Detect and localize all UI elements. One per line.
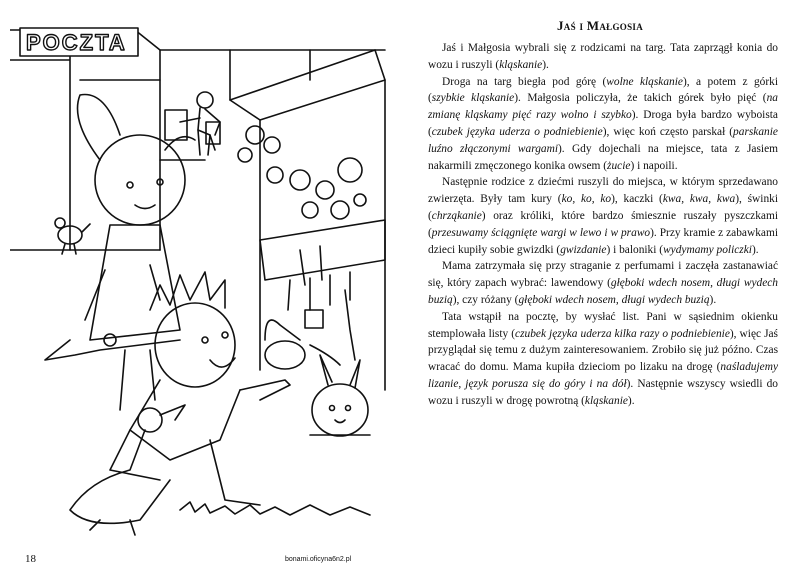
story-instruction-italic: głęboki wdech nosem, długi wydech buzią bbox=[518, 293, 710, 306]
story-instruction-italic: kląskanie bbox=[584, 394, 628, 407]
story-paragraph bbox=[428, 174, 778, 258]
man-figure bbox=[180, 92, 220, 155]
story-instruction-italic: szybkie kląskanie bbox=[431, 92, 515, 105]
story-paragraph bbox=[428, 40, 778, 74]
story-text-run: ). Przy kramie z zabawkami dzieci kupiły sobie gwizdki ( bbox=[428, 226, 778, 256]
story-instruction-italic: wolne kląskanie bbox=[606, 75, 683, 88]
story-instruction-italic: wydymamy policzki bbox=[663, 243, 752, 256]
story-instruction-italic: ko, ko, ko bbox=[561, 193, 612, 206]
story-text-run: ). bbox=[709, 293, 717, 306]
story-instruction-italic: przesuwamy ściągnięte wargi w lewo i w prawo bbox=[431, 226, 651, 239]
story-text-run: Droga na targ biegła pod górę ( bbox=[442, 75, 607, 88]
goose-figure bbox=[70, 405, 185, 535]
story-instruction-italic: parskanie luźno złączonymi wargami bbox=[428, 125, 778, 155]
story-text-run: ), więc koń często parskał ( bbox=[602, 125, 734, 138]
story-instruction-italic: chrząkanie bbox=[431, 209, 482, 222]
story-text-run: Następnie rodzice z dziećmi ruszyli do miejsca, w którym sprzedawano zwierzęta. Były tam kury ( bbox=[428, 176, 778, 206]
story-text-run: ) oraz króliki, które bardzo śmiesznie ruszały pyszczkami ( bbox=[428, 209, 778, 239]
story-text-run: ), więc Jaś przyglądał się temu z dużym zainteresowaniem. Zrobiło się już późno. Czas wracać do domu. Mama kupiła dzieciom po lizaku na drogę ( bbox=[428, 327, 778, 374]
story-text-run: Mama zatrzymała się przy straganie z perfumami i zaczęła zastanawiać się, który zapach wybrać: lawendowy ( bbox=[428, 260, 778, 290]
story-instruction-italic: czubek języka uderza kilka razy o podniebienie bbox=[515, 327, 730, 340]
story-text-run: ). Małgosia policzyła, że takich górek było pięć ( bbox=[514, 92, 767, 105]
post-office-building bbox=[10, 28, 385, 250]
story-text-run: ) i baloniki ( bbox=[606, 243, 664, 256]
story-text-run: ). bbox=[751, 243, 759, 256]
grass-line bbox=[180, 502, 370, 515]
story-text-run: ). bbox=[542, 58, 549, 71]
footer-url: bonami.oficyna6n2.pl bbox=[285, 556, 352, 563]
page-number: 18 bbox=[25, 553, 36, 565]
story-text-run: ). Gdy dojechali na miejsce, tata z Jasiem nakarmili zmęczonego konika owsem ( bbox=[428, 142, 778, 172]
story-text-run: ), świnki ( bbox=[428, 193, 778, 222]
story-paragraph bbox=[428, 309, 778, 410]
story-paragraph bbox=[428, 74, 778, 175]
story-instruction-italic: głęboki wdech nosem, długi wydech buzią bbox=[428, 277, 778, 306]
story-text-run: ). bbox=[627, 394, 635, 407]
story-text-run: ). Następnie wszyscy wsiedli do wozu i ruszyli w drogę powrotną ( bbox=[428, 377, 778, 407]
rabbit-figures bbox=[265, 320, 370, 436]
story-text-run: ), kaczki ( bbox=[611, 193, 663, 206]
story-text-run: ) i napoili. bbox=[630, 159, 678, 172]
story-instruction-italic: żucie bbox=[607, 159, 631, 172]
story-instruction-italic: czubek języka uderza o podniebienie bbox=[431, 125, 603, 138]
market-stall bbox=[230, 50, 385, 390]
right-page bbox=[400, 0, 800, 583]
story-instruction-italic: kwa, kwa, kwa bbox=[662, 193, 736, 206]
story-text-run: Jaś i Małgosia wybrali się z rodzicami na targ. Tata zaprzągł konia do wozu i ruszyli ( bbox=[428, 42, 778, 71]
hen-figure bbox=[55, 218, 90, 254]
post-office-sign: POCZTA bbox=[26, 30, 127, 55]
story-body bbox=[428, 40, 778, 410]
story-text-run: ), a potem z górki ( bbox=[428, 75, 778, 105]
story-text-run: Tata wstąpił na pocztę, by wysłać list. Pani w sąsiednim okienku stemplowała listy ( bbox=[428, 310, 778, 340]
story-text-run: ), czy różany ( bbox=[452, 293, 519, 306]
story-title: Jaś i Małgosia bbox=[557, 18, 643, 33]
story-instruction-italic: na zmianę kląskamy pięć razy wolno i szybko bbox=[428, 92, 778, 122]
story-instruction-italic: kląskanie bbox=[499, 58, 543, 71]
story-instruction-italic: naśladujemy lizanie, język porusza się do góry i na dół bbox=[428, 361, 778, 390]
girl-figure bbox=[45, 95, 195, 411]
coloring-illustration bbox=[10, 10, 390, 550]
story-instruction-italic: gwizdanie bbox=[560, 243, 607, 256]
story-text-run: ). Droga była bardzo wyboista ( bbox=[428, 109, 778, 138]
story-paragraph bbox=[428, 258, 778, 308]
boy-figure bbox=[110, 272, 290, 505]
